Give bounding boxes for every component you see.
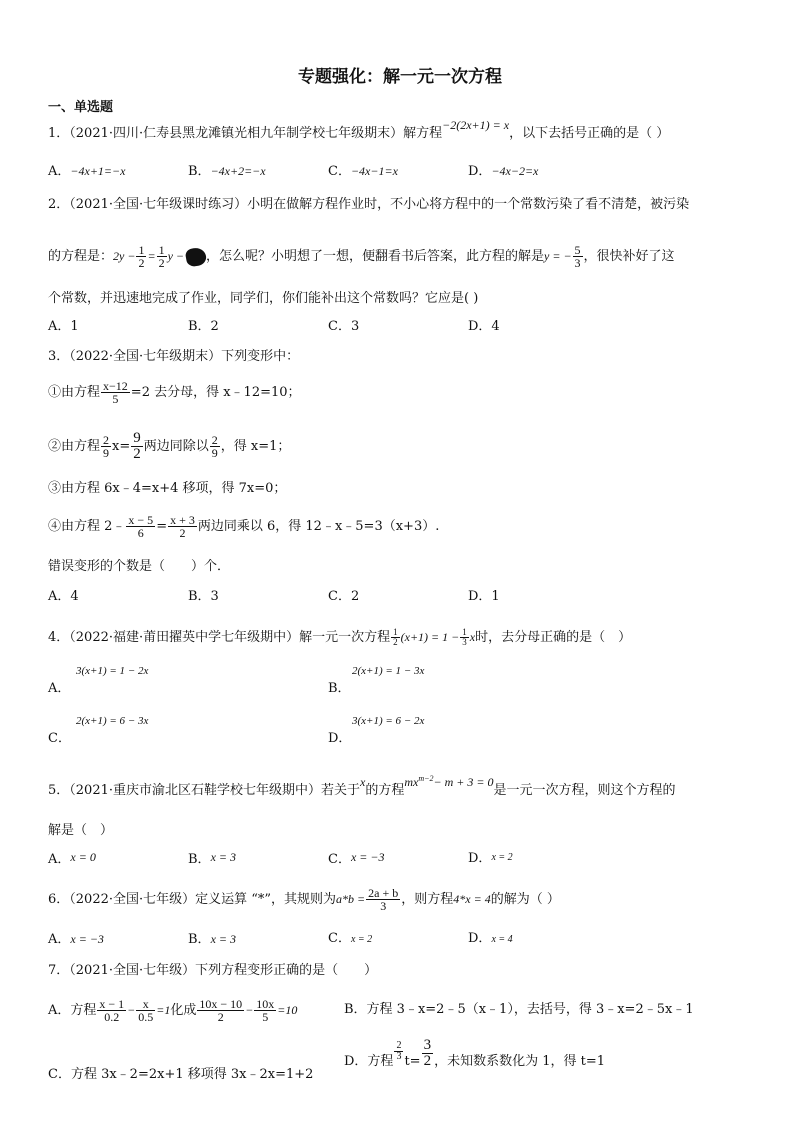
- q1-option-a[interactable]: A．−4x+1=−x: [48, 164, 126, 179]
- q3-option-a[interactable]: A．4: [48, 589, 79, 604]
- q5-option-a[interactable]: A．x = 0: [48, 850, 96, 867]
- q5-option-d[interactable]: D．x = 2: [468, 851, 513, 866]
- question-2-line3: 个常数，并迅速地完成了作业，同学们，你们能补出这个常数吗？它应是( ): [48, 291, 479, 306]
- question-6-stem: 6．（2022·全国·七年级）定义运算 “*”，其规则为a*b = $\frac{2a + b}{3}$ ，则方程4*x = 4的解为（ ）: [48, 886, 560, 913]
- q6-option-d[interactable]: D．x = 4: [468, 931, 513, 946]
- q3-statement-2: ②由方程 $\frac{2}{9}$ x= $\frac{9}{2}$ 两边同除以 $\frac{2}{9}$ ，得 x=1；: [48, 430, 291, 462]
- question-3-stem: 3．（2022·全国·七年级期末）下列变形中：: [48, 349, 300, 364]
- question-7-stem: 7．（2021·全国·七年级）下列方程变形正确的是（ ）: [48, 963, 378, 978]
- q6-option-b[interactable]: B．x = 3: [188, 932, 236, 947]
- q7-option-c[interactable]: C．方程 3x﹣2=2x+1 移项得 3x﹣2x=1+2: [48, 1067, 314, 1082]
- q3-option-d[interactable]: D．1: [468, 589, 500, 604]
- q6-option-a[interactable]: A．x = −3: [48, 932, 104, 947]
- q1-option-c[interactable]: C．−4x−1=x: [328, 164, 398, 179]
- worksheet-page: 专题强化：解一元一次方程 一、单选题 1．（2021·四川·仁寿县黑龙滩镇光相九年制学校七年级期末）解方程−2(2x+1) = x，以下去括号正确的是（ ） A．−4x+1=−x B．−4x+2=−x C．−4x−1=x D．−4x−2=x 2．（2021·全国·七年级课时练习）小明在做解方程作业时，不小心将方程中的一个常数污染了看不清楚，被污染 的方程是：2y − $\frac{1}{2}$ = $\frac{1}{2}$ y − ，怎么呢？小明想了一想，便翻看书后答案，此方程的解是y = − $\frac{5}{3}$ ，很快补好了这 个常数，并迅速地完成了作业，同学们，你们能补出这个常数吗？它应是( ) A．1 B．2 C．3 D．4 3．（2022·全国·七年级期末）下列变形中： ①由方程 $\frac{x-12}{5}$ =2 去分母，得 x﹣12=10； ②由方程 $\frac{2}{9}$ x= $\frac{9}{2}$ 两边同除以 $\frac{2}{9}$ ，得 x=1； ③由方程 6x﹣4=x+4 移项，得 7x=0； ④由方程 2﹣ $\frac{x - 5}{6}$ = $\frac{x + 3}{2}$ 两边同乘以 6，得 12﹣x﹣5=3（x+3）. 错误变形的个数是（ ）个． A．4 B．3 C．2 D．1 4．（2022·福建·莆田擢英中学七年级期中）解一元一次方程 $\frac{1}{2}$ (x+1) = 1 − $\frac{1}{3}$ x时，去分母正确的是（ ） 3(x+1) = 1 − 2x A． 2(x+1) = 1 − 3x B． 2(x+1) = 6 − 3x C． 3(x+1) = 6 − 2x D． 5．（2021·重庆市渝北区石鞋学校七年级期中）若关于x的方程$mx^{m-2}- m + 3 = 0$是一元一次方程，则这个方程的 解是（ ） A．x = 0 B．x = 3 C．x = −3 D．x = 2 6．（2022·全国·七年级）定义运算 “*”，其规则为a*b = $\frac{2a + b}{3}$ ，则方程4*x = 4的解为（ ） A．x = −3 B．x = 3 C．x = 2 D．x = 4 7．（2021·全国·七年级）下列方程变形正确的是（ ） A．方程 $\frac{x - 1}{0.2}$ − $\frac{x}{0.5}$ =1化成 $\frac{10x - 10}{2}$ − $\frac{10x}{5}$ =10 B．方程 3﹣x=2﹣5（x﹣1），去括号，得 3﹣x=2﹣5x﹣1 C．方程 3x﹣2=2x+1 移项得 3x﹣2x=1+2 D．方程 $\frac{2}{3}$ t= $\frac{3}{2}$ ，未知数系数化为 1，得 t=1: [0, 0, 800, 1132]
- q1-option-d[interactable]: D．−4x−2=x: [468, 164, 539, 179]
- ink-blot-icon: [185, 246, 208, 267]
- q3-option-c[interactable]: C．2: [328, 589, 360, 604]
- section-heading: 一、单选题: [48, 100, 114, 115]
- question-5-stem: 5．（2021·重庆市渝北区石鞋学校七年级期中）若关于x的方程$mx^{m-2}- m + 3 = 0$是一元一次方程，则这个方程的: [48, 774, 676, 798]
- q3-statement-4: ④由方程 2﹣ $\frac{x - 5}{6}$ = $\frac{x + 3}{2}$ 两边同乘以 6，得 12﹣x﹣5=3（x+3）.: [48, 513, 440, 540]
- q3-statement-1: ①由方程 $\frac{x-12}{5}$ =2 去分母，得 x﹣12=10；: [48, 379, 301, 406]
- q2-option-b[interactable]: B．2: [188, 319, 219, 334]
- q7-option-d[interactable]: D．方程 $\frac{2}{3}$ t= $\frac{3}{2}$ ，未知数系数化为 1，得 t=1: [344, 1037, 605, 1069]
- question-5-line2: 解是（ ）: [48, 823, 114, 838]
- q5-option-c[interactable]: C．x = −3: [328, 850, 385, 867]
- question-4-stem: 4．（2022·福建·莆田擢英中学七年级期中）解一元一次方程 $\frac{1}{2}$ (x+1) = 1 − $\frac{1}{3}$ x时，去分母正确的是（ ）: [48, 627, 632, 647]
- q2-option-d[interactable]: D．4: [468, 319, 500, 334]
- question-3-ask: 错误变形的个数是（ ）个．: [48, 559, 231, 574]
- question-2-line1: 2．（2021·全国·七年级课时练习）小明在做解方程作业时，不小心将方程中的一个常数污染了看不清楚，被污染: [48, 197, 690, 212]
- q5-option-b[interactable]: B．x = 3: [188, 850, 236, 867]
- q3-option-b[interactable]: B．3: [188, 589, 219, 604]
- q7-option-a[interactable]: A．方程 $\frac{x - 1}{0.2}$ − $\frac{x}{0.5}$ =1化成 $\frac{10x - 10}{2}$ − $\frac{10x}{5}$ =10: [48, 997, 298, 1024]
- q1-option-b[interactable]: B．−4x+2=−x: [188, 164, 266, 179]
- question-1-stem: 1．（2021·四川·仁寿县黑龙滩镇光相九年制学校七年级期末）解方程−2(2x+1) = x，以下去括号正确的是（ ）: [48, 118, 670, 141]
- q7-option-b[interactable]: B．方程 3﹣x=2﹣5（x﹣1），去括号，得 3﹣x=2﹣5x﹣1: [344, 1002, 694, 1017]
- q2-option-a[interactable]: A．1: [48, 319, 79, 334]
- question-2-line2: 的方程是：2y − $\frac{1}{2}$ = $\frac{1}{2}$ y − ，怎么呢？小明想了一想，便翻看书后答案，此方程的解是y = − $\frac{5}{3}$ ，很快补好了这: [48, 243, 675, 270]
- q2-option-c[interactable]: C．3: [328, 319, 360, 334]
- page-title: 专题强化：解一元一次方程: [298, 67, 502, 87]
- q6-option-c[interactable]: C．x = 2: [328, 931, 373, 946]
- q3-statement-3: ③由方程 6x﹣4=x+4 移项，得 7x=0；: [48, 481, 287, 496]
